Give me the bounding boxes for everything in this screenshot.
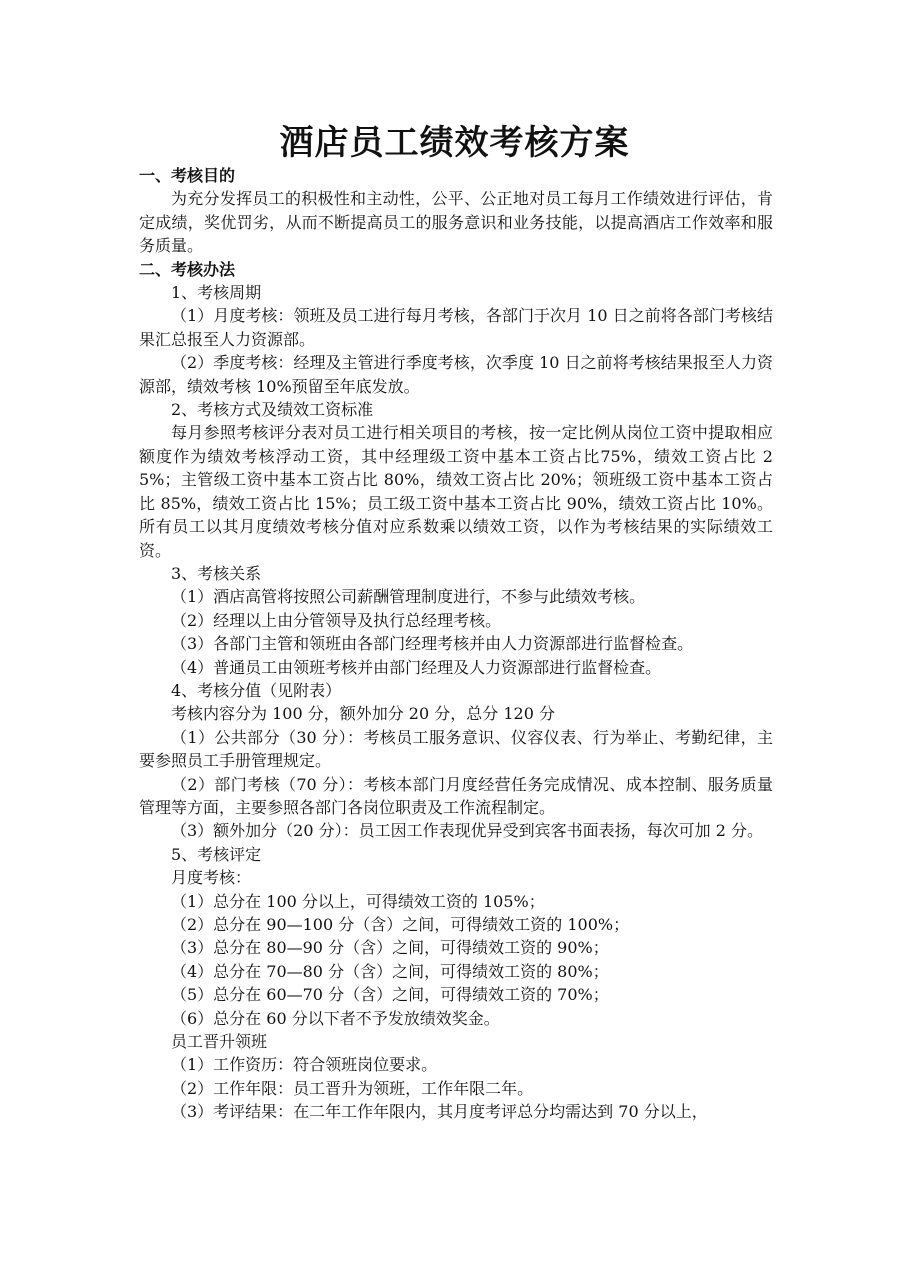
paragraph: 5、考核评定 (171, 844, 262, 864)
paragraph: （1）工作资历：符合领班岗位要求。 (171, 1055, 438, 1075)
paragraph: 3、考核关系 (171, 563, 262, 583)
paragraph: （4）普通员工由领班考核并由部门经理及人力资源部进行监督检查。 (171, 657, 662, 677)
paragraph: 月度考核： (171, 868, 252, 888)
paragraph: （2）经理以上由分管领导及执行总经理考核。 (171, 610, 502, 630)
paragraph: （3）总分在 80—90 分（含）之间，可得绩效工资的 90%； (171, 938, 609, 958)
paragraph: 考核内容分为 100 分，额外加分 20 分，总分 120 分 (171, 704, 555, 724)
section-heading: 一、考核目的 (139, 166, 236, 185)
paragraph: （5）总分在 60—70 分（含）之间，可得绩效工资的 70%； (171, 985, 609, 1005)
paragraph: 员工晋升领班 (171, 1032, 268, 1052)
paragraph: 为充分发挥员工的积极性和主动性，公平、公正地对员工每月工作绩效进行评估，肯定成绩，奖优罚劣，从而不断提高员工的服务意识和业务技能，以提高酒店工作效率和服务质量。 (139, 189, 773, 256)
paragraph: （1）月度考核：领班及员工进行每月考核，各部门于次月 10 日之前将各部门考核结果汇总报至人力资源部。 (139, 306, 773, 349)
paragraph: （3）额外加分（20 分）：员工因工作表现优异受到宾客书面表扬，每次可加 2 分。 (171, 821, 763, 841)
paragraph: 每月参照考核评分表对员工进行相关项目的考核，按一定比例从岗位工资中提取相应额度作为绩效考核浮动工资，其中经理级工资中基本工资占比75%，绩效工资占比 25%；主管级工资中基本工资占比 80%，绩效工资占比 20%；领班级工资中基本工资占比 85%，绩效工资占比 15%；员工级工资中基本工资占比 90%，绩效工资占比 10%。所有员工以其月度绩效考核分值对应系数乘以绩效工资，以作为考核结果的实际绩效工资。 (139, 423, 773, 560)
paragraph: （4）总分在 70—80 分（含）之间，可得绩效工资的 80%； (171, 961, 609, 981)
document-body (139, 164, 773, 1124)
paragraph: （1）总分在 100 分以上，可得绩效工资的 105%； (171, 891, 545, 911)
paragraph: （2）总分在 90—100 分（含）之间，可得绩效工资的 100%； (171, 915, 630, 934)
paragraph: （2）季度考核：经理及主管进行季度考核，次季度 10 日之前将考核结果报至人力资源部，绩效考核 10%预留至年底发放。 (139, 353, 773, 396)
paragraph: 4、考核分值（见附表） (171, 680, 342, 700)
paragraph: （6）总分在 60 分以下者不予发放绩效奖金。 (171, 1008, 500, 1028)
section-heading: 二、考核办法 (139, 259, 236, 279)
paragraph: 1、考核周期 (171, 283, 262, 303)
paragraph: （2）工作年限：员工晋升为领班，工作年限二年。 (171, 1078, 534, 1098)
paragraph: （1）酒店高管将按照公司薪酬管理制度进行，不参与此绩效考核。 (171, 587, 646, 607)
paragraph: （3）各部门主管和领班由各部门经理考核并由人力资源部进行监督检查。 (171, 634, 694, 654)
paragraph: （2）部门考核（70 分）：考核本部门月度经营任务完成情况、成本控制、服务质量管理等方面，主要参照各部门各岗位职责及工作流程制定。 (139, 774, 773, 817)
paragraph: （1）公共部分（30 分）：考核员工服务意识、仪容仪表、行为举止、考勤纪律，主要参照员工手册管理规定。 (139, 727, 773, 771)
paragraph: 2、考核方式及绩效工资标准 (171, 400, 374, 420)
document-title: 酒店员工绩效考核方案 (279, 123, 630, 163)
paragraph: （3）考评结果：在二年工作年限内，其月度考评总分均需达到 70 分以上， (171, 1102, 708, 1122)
